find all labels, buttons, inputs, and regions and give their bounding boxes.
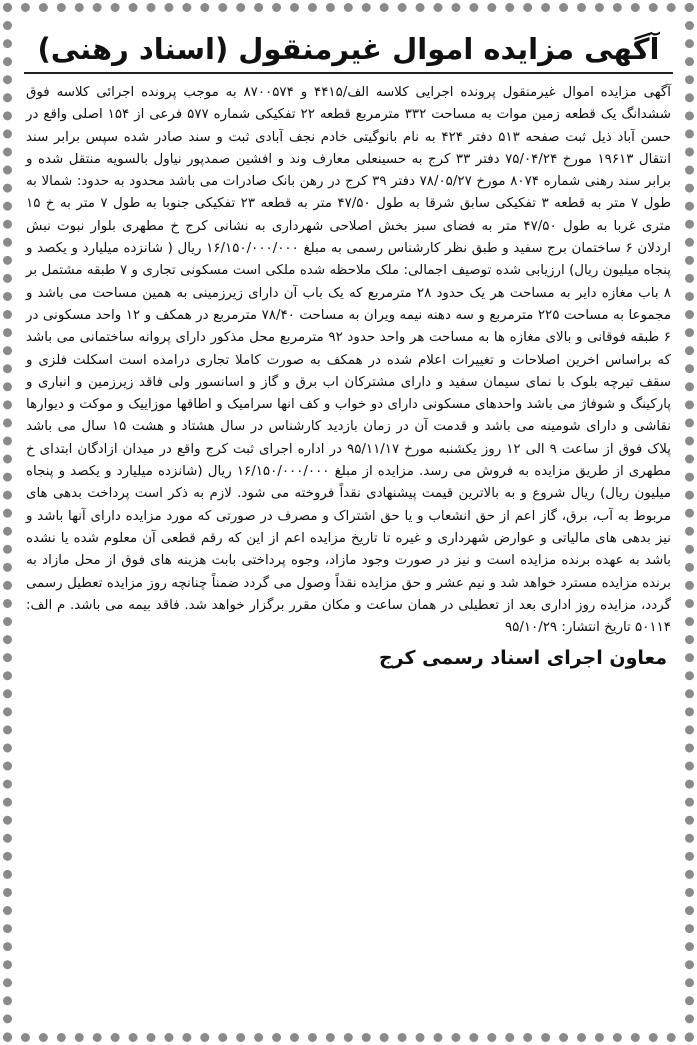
notice-content xyxy=(24,24,673,1021)
notice-title: آگهی مزایده اموال غیرمنقول (اسناد رهنی) xyxy=(24,32,673,74)
notice-frame xyxy=(3,3,694,1042)
notice-signature: معاون اجرای اسناد رسمی کرج xyxy=(378,647,667,670)
notice-body: آگهی مزایده اموال غیرمنقول پرونده اجرایی کلاسه الف/۴۴۱۵ و ۸۷۰۰۵۷۴ به موجب پرونده اجرائی کلاسه فوق ششدانگ یک قطعه زمین موات به مساحت ۳۳۲ مترمربع قطعه ۲۲ تفکیکی شماره ۵۷۷ فرعی از ۱۵۴ اصلی واقع در حسن آباد ذیل ثبت صفحه ۵۱۳ دفتر ۴۲۴ به نام بانوگیتی خادم نجف آبادی ثبت و سند صادر شده سپس برابر سند انتقال ۱۹۶۱۳ مورخ ۷۵/۰۴/۲۴ دفتر ۳۳ کرج به حسینعلی معارف وند و افشین صمدپور نیاول بالسویه منتقل شده و برابر سند رهنی شماره ۸۰۷۴ مورخ ۷۸/۰۵/۲۷ دفتر ۳۹ کرج در رهن بانک صادرات می باشد محدود به حدود: شمالا به طول ۷ متر به قطعه ۳ تفکیکی سابق شرقا به طول ۴۷/۵۰ متر به قطعه ۲۳ تفکیکی جنوبا به طول ۷ متر به خ ۱۵ متری غربا به طول ۴۷/۵۰ متر به فضای سبز بخش اصلاحی شهرداری به نشانی کرج خ مطهری بلوار نبوت نبش اردلان ۶ ساختمان برج سفید و طبق نظر کارشناس رسمی به مبلغ ۱۶/۱۵۰/۰۰۰/۰۰۰ ریال ( شانزده میلیارد و یکصد و پنجاه میلیون ریال) ارزیابی شده توصیف اجمالی: ملک ملاحظه شده ملکی است مسکونی تجاری و ۷ طبقه مشتمل بر ۸ باب مغازه دایر به مساحت هر یک حدود ۲۸ مترمربع که یک باب آن دارای زیرزمینی به همین مساحت می باشد و مجموعا به مساحت ۲۲۵ مترمربع و سه دهنه نیمه ویران به مساحت ۷۸/۴۰ مترمربع در همکف و ۱۲ واحد مسکونی در ۶ طبقه فوقانی و بالای مغازه ها به مساحت هر واحد حدود ۹۲ مترمربع محل مذکور دارای پروانه ساختمانی می باشد که براساس اخرین اصلاحات و تغییرات اعلام شده در همکف به صورت کاملا تجاری درامده است اسکلت فلزی و سقف تیرچه بلوک با نمای سیمان سفید و دارای مشترکان اب برق و گاز و اسانسور ولی فاقد زیرزمین و انباری و پارکینگ و شوفاژ می باشد واحدهای مسکونی دارای دو خواب و کف انها سرامیک و اطاقها موزاییک و موکت و دیوارها نقاشی و دارای شومینه می باشد و قدمت آن در زمان بازدید کارشناس در سال هشتاد و هشت ۱۵ سال می باشد پلاک فوق از ساعت ۹ الی ۱۲ روز یکشنبه مورخ ۹۵/۱۱/۱۷ در اداره اجرای ثبت کرج واقع در میدان ازادگان ابتدای خ مطهری از طریق مزایده به فروش می رسد. مزایده از مبلغ ۱۶/۱۵۰/۰۰۰/۰۰۰ ریال (شانزده میلیارد و یکصد و پنجاه میلیون ریال) ریال شروع و به بالاترین قیمت پیشنهادی نقداً فروخته می شود. لازم به ذکر است پرداخت بدهی های مربوط به آب، برق، گاز اعم از حق انشعاب و یا حق اشتراک و مصرف در صورتی که مورد مزایده دارای آنها باشد و نیز بدهی های مالیاتی و عوارض شهرداری و غیره تا تاریخ مزایده اعم از این که رقم قطعی آن معلوم شده یا نشده باشد به عهده برنده مزایده است و نیز در صورت وجود مازاد، وجوه پرداختی بابت هزینه های فوق از محل مازاد به برنده مزایده مسترد خواهد شد و نیم عشر و حق مزایده نقداً وصول می گردد ضمناً چنانچه روز مزایده تعطیل رسمی گردد، مزایده روز اداری بعد از تعطیلی در همان ساعت و مکان مقرر برگزار خواهد شد. فاقد بیمه می باشد. م الف: ۵۰۱۱۴ تاریخ انتشار: ۹۵/۱۰/۲۹ xyxy=(26,85,672,636)
